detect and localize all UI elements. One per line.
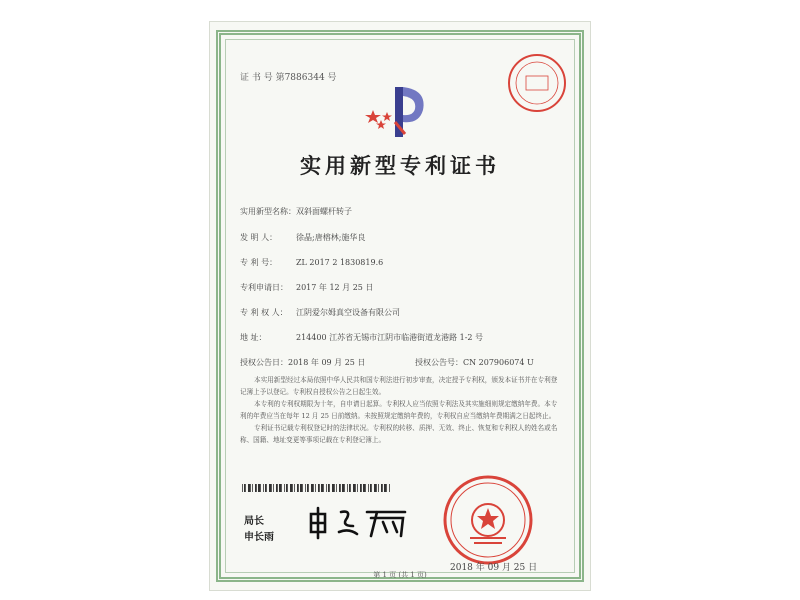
body-paragraph: 本专利的专利权期限为十年，自申请日起算。专利权人应当依照专利法及其实施细则规定缴纳年费。本专利的年费应当在每年 12 月 25 日前缴纳。未按照规定缴纳年费的，专利权自应当缴纳年费期满之日起终止。 [240,400,558,420]
body-paragraph: 专利证书记载专利权登记时的法律状况。专利权的转移、质押、无效、终止、恢复和专利权人的姓名或名称、国籍、地址变更等事项记载在专利登记簿上。 [240,424,558,444]
field-utility-model-name [240,206,352,217]
patent-office-logo-icon [365,82,435,142]
field-label: 实用新型名称： [240,207,296,216]
patent-certificate [210,22,590,590]
grant-number-label: 授权公告号： [415,358,463,367]
certificate-body-text [240,374,560,446]
official-seal-icon [442,474,534,566]
signature-title: 局长 [244,516,264,527]
grant-number-value: CN 207906074 U [463,358,534,367]
field-application-date [240,282,373,293]
grant-date-label: 授权公告日： [240,358,288,367]
field-inventor [240,232,365,243]
field-label: 专利申请日： [240,283,288,292]
field-value: 江阴爱尔姆真空设备有限公司 [296,308,400,317]
field-patent-number [240,257,383,268]
seal-date: 2018 年 09 月 25 日 [450,563,538,573]
field-grant-number [415,357,534,368]
body-paragraph: 本实用新型经过本局依照中华人民共和国专利法进行初步审查，决定授予专利权，颁发本证书并在专利登记簿上予以登记。专利权自授权公告之日起生效。 [240,376,558,396]
grant-date-value: 2018 年 09 月 25 日 [288,358,366,367]
top-seal-icon [506,52,568,114]
field-value: 徐晶;唐榕林;施华良 [296,233,366,242]
field-label: 专 利 号： [240,258,278,267]
field-label: 发 明 人： [240,233,278,242]
field-value: 2017 年 12 月 25 日 [296,283,374,292]
field-patentee [240,307,400,318]
field-label: 地 址： [240,333,267,342]
handwritten-signature-icon [305,504,415,540]
barcode-icon [242,484,392,492]
field-grant-date [240,357,365,368]
field-value: 214400 江苏省无锡市江阴市临港街道龙港路 1-2 号 [296,333,484,342]
certificate-number: 证 书 号 第7886344 号 [240,73,337,83]
signature-name: 申长雨 [244,532,274,543]
field-value: ZL 2017 2 1830819.6 [296,258,384,267]
field-value: 双斜面螺杆转子 [296,207,352,216]
certificate-title: 实用新型专利证书 [300,153,500,178]
field-label: 专 利 权 人： [240,308,288,317]
field-address [240,332,483,343]
page-footer: 第 1 页 (共 1 页) [373,571,427,579]
